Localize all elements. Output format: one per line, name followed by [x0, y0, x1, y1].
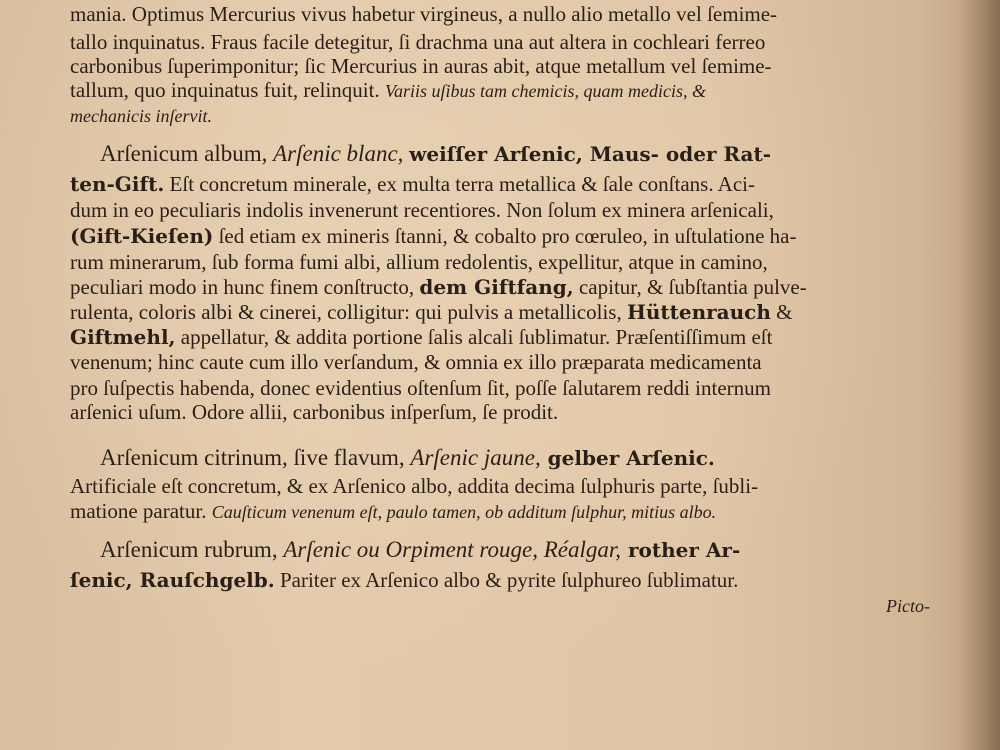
german-name: (Gift-Kieſen) — [70, 224, 214, 248]
text-line — [70, 275, 807, 299]
text-run: rum minerarum, ſub forma fumi albi, allium redolentis, expellitur, atque in camino, — [70, 250, 768, 274]
text-line — [70, 250, 768, 274]
text-run: Pariter ex Arſenico albo & pyrite ſulphureo ſublimatur. — [274, 568, 739, 592]
text-line — [70, 30, 765, 54]
text-run: ſed etiam ex mineris ſtanni, & cobalto pro cœruleo, in uſtulatione ha- — [213, 224, 797, 248]
text-run: Eſt concretum minerale, ex multa terra metallica & ſale conſtans. Aci- — [164, 172, 755, 196]
text-run: venenum; hinc caute cum illo verſandum, & omnia ex illo præparata medicamenta — [70, 350, 762, 374]
text-run: tallum, quo inquinatus fuit, relinquit. — [70, 78, 385, 102]
text-line — [70, 400, 558, 424]
text-run: carbonibus ſuperimponitur; ſic Mercurius in auras abit, atque metallum vel ſemime- — [70, 54, 772, 78]
german-name: gelber Arſenic. — [540, 446, 715, 470]
text-line — [70, 568, 738, 592]
text-run: tallo inquinatus. Fraus facile detegitur, ſi drachma una aut altera in cochleari ferreo — [70, 30, 766, 54]
entry-headword: Arſenicum album, — [100, 141, 274, 166]
text-run-italic: Variis uſibus tam chemicis, quam medicis, & — [384, 81, 706, 101]
text-line — [70, 198, 774, 222]
text-line — [70, 499, 716, 524]
text-run: Artificiale eſt concretum, & ex Arſenico albo, addita decima ſulphuris parte, ſubli- — [70, 474, 759, 498]
catchword-text: Pictо- — [886, 596, 930, 616]
german-name: dem Giftfang, — [419, 275, 574, 299]
text-line — [70, 54, 772, 78]
text-run: matione paratur. — [70, 499, 212, 523]
text-run: & — [770, 300, 793, 324]
text-line — [70, 350, 762, 374]
german-name: Giftmehl, — [70, 325, 176, 349]
german-name: weiſſer Arſenic, Maus- oder Rat- — [409, 142, 772, 166]
text-run: mania. Optimus Mercurius vivus habetur virgineus, a nullo alio metallo vel ſemime- — [70, 2, 778, 26]
text-run: capitur, & ſubſtantia pulve- — [573, 275, 807, 299]
catchword — [886, 594, 930, 618]
french-name: Arſenic jaune, — [410, 445, 541, 470]
german-name: ten-Gift. — [70, 172, 165, 196]
text-line — [70, 172, 755, 196]
french-name: Arſenic blanc, — [273, 141, 410, 166]
text-line — [70, 2, 777, 26]
text-run: rulenta, coloris albi & cinerei, colligitur: qui pulvis a metallicolis, — [70, 300, 627, 324]
text-line — [70, 474, 758, 498]
german-name: rother Ar- — [621, 538, 741, 562]
entry-headword: Arſenicum citrinum, ſive flavum, — [100, 445, 411, 470]
text-line — [70, 224, 797, 248]
text-run: appellatur, & addita portione ſalis alcali ſublimatur. Præſentiſſimum eſt — [175, 325, 773, 349]
text-line — [70, 325, 772, 349]
entry-heading-line — [100, 142, 771, 166]
text-line — [70, 78, 706, 103]
french-name: Arſenic ou Orpiment rouge, Réalgar, — [283, 537, 622, 562]
text-run-italic: Cauſticum venenum eſt, paulo tamen, ob additum ſulphur, mitius albo. — [211, 502, 717, 522]
entry-heading-line — [100, 538, 740, 562]
german-name: ſenic, Rauſchgelb. — [70, 568, 275, 592]
text-run: peculiari modo in hunc finem conſtructo, — [70, 275, 420, 299]
text-run: pro ſuſpectis habenda, donec evidentius oſtenſum ſit, poſſe ſalutarem reddi internum — [70, 376, 771, 400]
text-line — [70, 104, 212, 128]
text-line — [70, 376, 771, 400]
text-run: arſenici uſum. Odore allii, carbonibus inſperſum, ſe prodit. — [70, 400, 559, 424]
text-run: dum in eo peculiaris indolis invenerunt recentiores. Non ſolum ex minera arſenicali, — [70, 198, 774, 222]
german-name: Hüttenrauch — [626, 300, 771, 324]
entry-heading-line — [100, 446, 715, 470]
text-line — [70, 300, 792, 324]
text-run-italic: mechanicis inſervit. — [70, 106, 212, 126]
entry-headword: Arſenicum rubrum, — [100, 537, 284, 562]
